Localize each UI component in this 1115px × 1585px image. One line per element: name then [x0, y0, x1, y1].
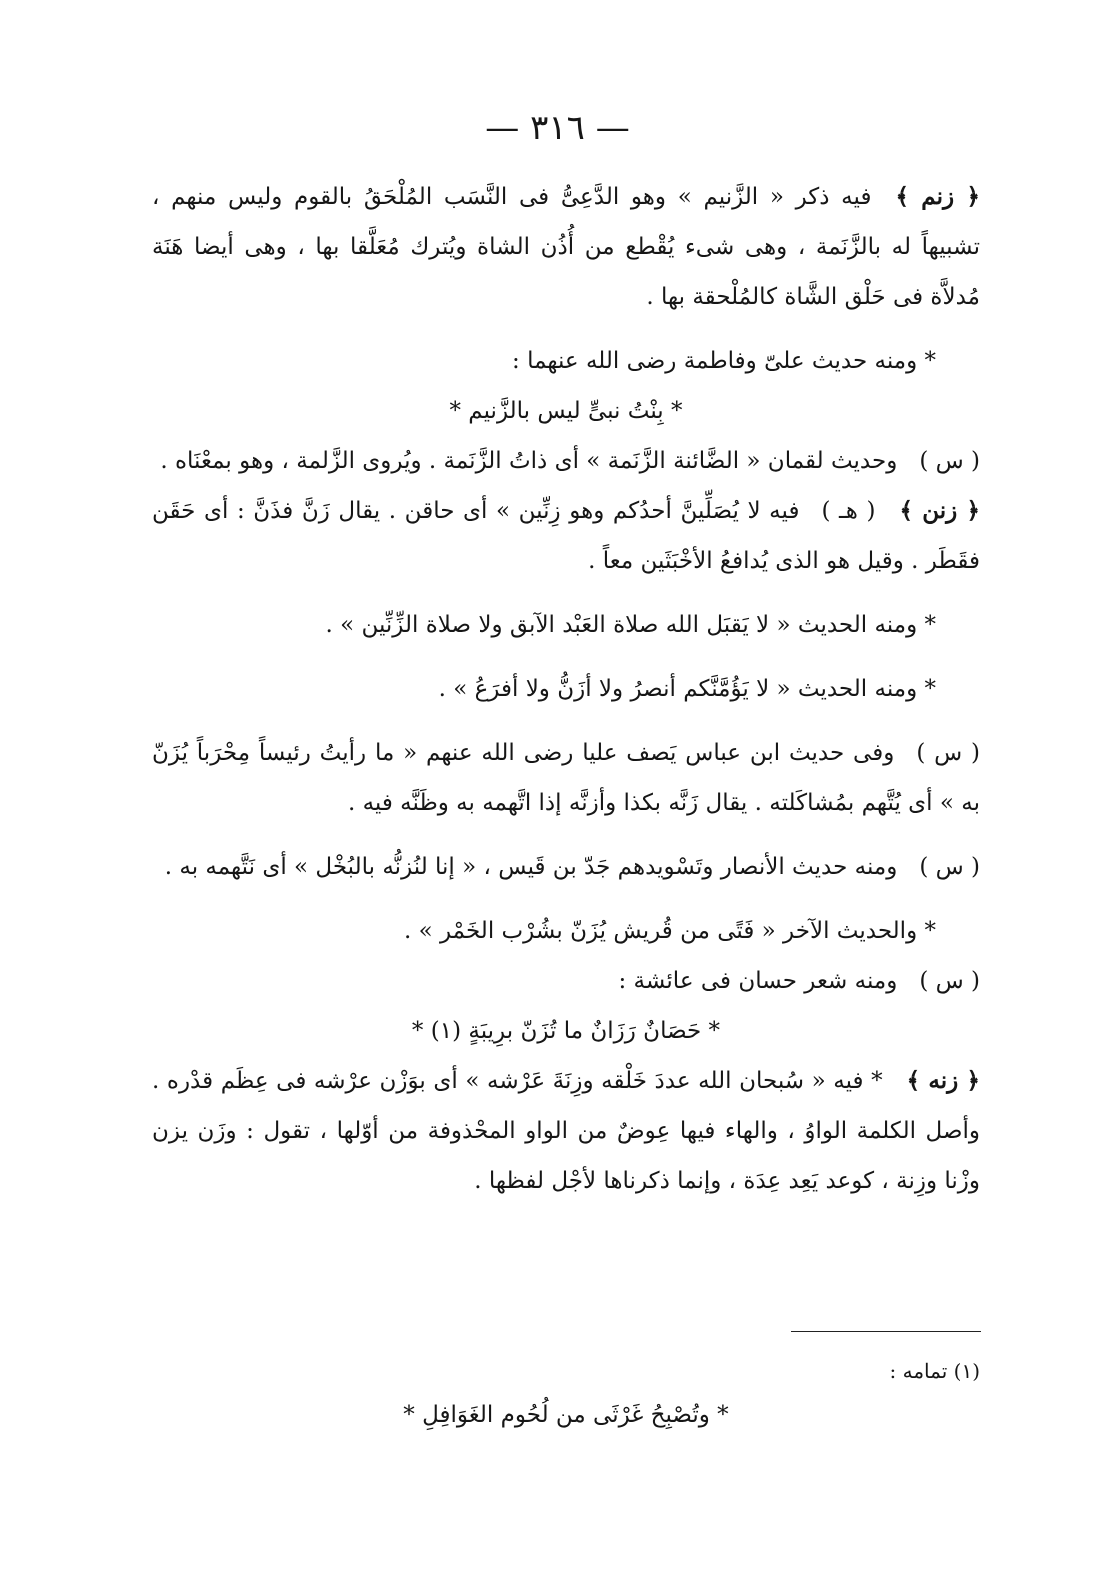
hadith-text: ومنه شعر حسان فى عائشة :: [618, 968, 898, 994]
hadith-text: وفى حديث ابن عباس يَصف عليا رضى الله عنهم « ما رأيتُ رئيساً مِحْرَباً يُزَنّ به » أى يُتَّهم بمُشاكَلته . يقال زَنَّه بكذا وأزنَّه إذا اتَّهمه به وظَنَّه فيه .: [152, 740, 980, 816]
headword: ﴿ زنم ﴾: [895, 183, 980, 210]
hadith-line: [152, 842, 980, 892]
hadith-line: [152, 436, 980, 486]
footnote-divider: [791, 1331, 981, 1332]
verse-line: * بِنْتُ نبىٍّ ليس بالزَّنيم *: [449, 398, 683, 424]
page-number: — ٣١٦ —: [485, 108, 630, 148]
source-marker: ( س ): [916, 740, 980, 766]
headword: ﴿ زنن ﴾: [899, 497, 981, 524]
hadith-line: * ومنه الحديث « لا يَقبَل الله صلاة العَبْد الآبق ولا صلاة الزِّنِّين » .: [325, 612, 936, 638]
source-marker: ( س ): [919, 448, 980, 474]
hadith-line: [152, 956, 980, 1006]
hadith-line: * والحديث الآخر « فَتًى من قُريش يُزَنّ بشُرْب الخَمْر » .: [403, 918, 936, 944]
source-marker: ( هـ ): [821, 498, 876, 524]
hadith-line: [152, 728, 980, 828]
hadith-line: * ومنه الحديث « لا يَؤُمَّنَّكم أنصرُ ولا أزَنُّ ولا أفرَعُ » .: [438, 676, 936, 702]
source-marker: ( س ): [919, 968, 980, 994]
entry-znm: [152, 172, 980, 322]
main-text: [152, 172, 980, 1206]
footnote-marker: (١) تمامه :: [889, 1359, 980, 1383]
entry-text: فيه ذكر « الزَّنيم » وهو الدَّعِىُّ فى النَّسَب المُلْحَقُ بالقوم وليس منهم ، تشبيهاً له بالزَّنَمة ، وهى شىء يُقْطع من أُذُن الشاة ويُترك مُعَلَّقا بها ، وهى أيضا هَنَة مُدلاَّة فى حَلْق الشَّاة كالمُلْحقة بها .: [152, 184, 980, 310]
hadith-text: وحديث لقمان « الضَّائنة الزَّنَمة » أى ذاتُ الزَّنَمة . ويُروى الزَّلمة ، وهو بمعْنَاه .: [160, 448, 898, 474]
entry-znh: [152, 1056, 980, 1206]
hadith-line: * ومنه حديث علىّ وفاطمة رضى الله عنهما :: [512, 348, 936, 374]
source-marker: ( س ): [919, 854, 980, 880]
headword: ﴿ زنه ﴾: [906, 1067, 980, 1094]
entry-znn: [152, 486, 980, 586]
footnote-verse: * وتُصْبِحُ غَرْثَى من لُحُوم الغَوَافِلِ *: [403, 1402, 729, 1428]
entry-text: فيه لا يُصَلِّينَّ أحدُكم وهو زِنِّين » أى حاقن . يقال زَنَّ فذَنَّ : أى حَقَن فقَطَر . وقيل هو الذى يُدافعُ الأخْبَثَين معاً .: [152, 498, 980, 574]
hadith-text: ومنه حديث الأنصار وتَسْويدهم جَدّ بن قَيس ، « إنا لنُزنُّه بالبُخْل » أى نَتَّهمه به .: [164, 854, 898, 880]
entry-text: * فيه « سُبحان الله عددَ خَلْقه وزِنَةَ عَرْشه » أى بوَزْن عرْشه فى عِظَم قدْره . وأصل الكلمة الواوُ ، والهاء فيها عِوضٌ من الواو المحْذوفة من أوّلها ، تقول : وزَن يزن وزْنا وزِنة ، كوعد يَعِد عِدَة ، وإنما ذكرناها لأجْل لفظها .: [152, 1068, 980, 1194]
verse-line: * حَصَانٌ رَزَانٌ ما تُزَنّ برِيبَةٍ (١) *: [411, 1018, 721, 1044]
